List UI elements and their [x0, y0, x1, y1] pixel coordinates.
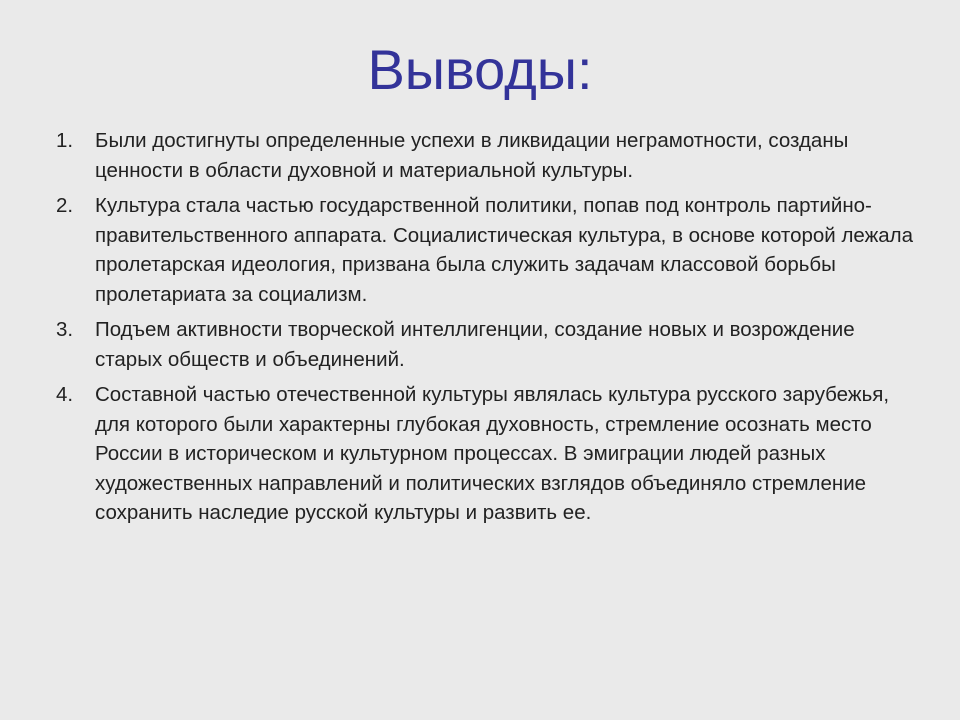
- item-number: 3.: [56, 318, 74, 341]
- item-number: 1.: [56, 129, 74, 152]
- item-number: 2.: [56, 194, 74, 217]
- item-text: Культура стала частью государственной политики, попав под контроль партийно-правительственного аппарата. Социалистическая культура, в основе которой лежала пролетарская идеология, призвана была служить задачам классовой борьбы пролетариата за социализм.: [95, 194, 914, 306]
- list-item: [56, 315, 916, 374]
- list-item: [56, 191, 916, 309]
- item-text: Составной частью отечественной культуры являлась культура русского зарубежья, для которого были характерны глубокая духовность, стремление осознать место России в историческом и культурном процессах. В эмиграции людей разных художественных направлений и политических взглядов объединяло стремление сохранить наследие русской культуры и развить ее.: [95, 383, 890, 524]
- item-text: Были достигнуты определенные успехи в ликвидации неграмотности, созданы ценности в области духовной и материальной культуры.: [95, 129, 849, 182]
- slide-title: Выводы:: [367, 38, 593, 101]
- list-item: [56, 380, 916, 528]
- list-item: [56, 126, 916, 185]
- item-number: 4.: [56, 383, 74, 406]
- conclusions-list: [56, 126, 916, 534]
- item-text: Подъем активности творческой интеллигенции, создание новых и возрождение старых обществ и объединений.: [95, 318, 855, 371]
